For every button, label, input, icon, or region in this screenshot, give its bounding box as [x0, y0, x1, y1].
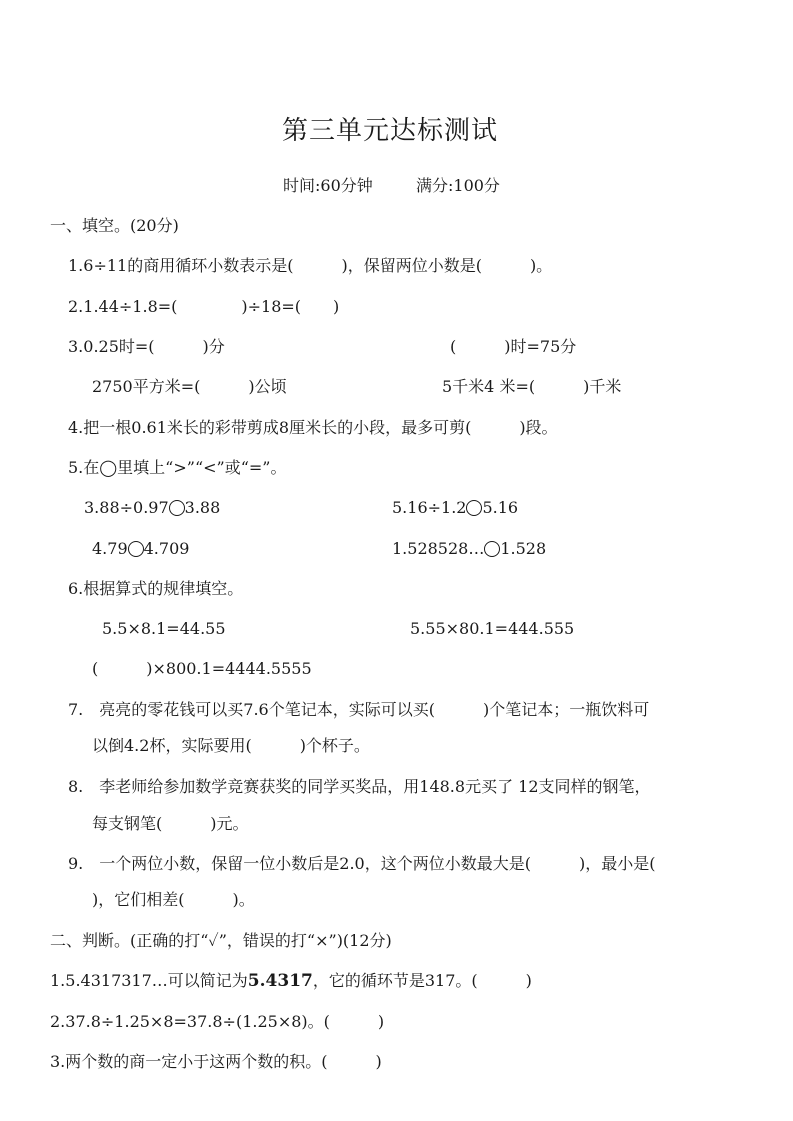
compare-a-right-expr: 3.88	[184, 498, 221, 517]
judge-3: 3.两个数的商一定小于这两个数的积。( )	[50, 1052, 382, 1071]
compare-c-left-expr: 4.79	[92, 539, 128, 558]
question-3c: 2750平方米=( )公顷	[92, 377, 287, 396]
question-7-line-1: 7. 亮亮的零花钱可以买7.6个笔记本，实际可以买( )个笔记本；一瓶饮料可	[68, 700, 650, 719]
compare-b-right-expr: 5.16	[482, 498, 519, 517]
question-4: 4.把一根0.61米长的彩带剪成8厘米长的小段，最多可剪( )段。	[68, 418, 558, 437]
compare-circle-icon	[466, 500, 482, 516]
compare-row-b-left	[92, 538, 189, 560]
compare-circle-icon	[484, 541, 500, 557]
compare-row-a-right	[392, 497, 518, 519]
question-5: 5.在◯里填上“>”“<”或“=”。	[68, 458, 287, 477]
compare-d-left-expr: 1.528528…	[392, 539, 485, 558]
question-2: 2.1.44÷1.8=( )÷18=( )	[68, 297, 340, 316]
repeating-decimal-notation: 5.4317	[247, 971, 313, 991]
question-9-line-2: )，它们相差( )。	[92, 890, 255, 909]
section-2-heading: 二、判断。(正确的打“✓”，错误的打“×”)(12分)	[50, 931, 392, 950]
question-6: 6.根据算式的规律填空。	[68, 579, 244, 598]
compare-a-left-expr: 3.88÷0.97	[84, 498, 169, 517]
compare-d-right-expr: 1.528	[500, 539, 547, 558]
question-8-line-1: 8. 李老师给参加数学竞赛获奖的同学买奖品，用148.8元买了 12支同样的钢笔，	[68, 777, 651, 796]
compare-row-b-right	[392, 538, 546, 560]
question-8-line-2: 每支钢笔( )元。	[92, 814, 249, 833]
question-9-line-1: 9. 一个两位小数，保留一位小数后是2.0，这个两位小数最大是( )，最小是(	[68, 854, 656, 873]
compare-circle-icon	[169, 500, 185, 516]
question-3b: ( )时=75分	[450, 337, 577, 356]
judge-2: 2.37.8÷1.25×8=37.8÷(1.25×8)。( )	[50, 1012, 385, 1031]
page-title: 第三单元达标测试	[282, 116, 499, 146]
question-6b: 5.55×80.1=444.555	[410, 619, 575, 638]
compare-b-left-expr: 5.16÷1.2	[392, 498, 467, 517]
judge-1-prefix: 1.5.4317317…可以简记为	[50, 971, 248, 990]
judge-1-suffix: ，它的循环节是317。( )	[312, 971, 532, 990]
full-score: 满分:100分	[416, 176, 500, 195]
compare-row-a-left	[84, 497, 220, 519]
judge-1	[50, 970, 532, 992]
question-1: 1.6÷11的商用循环小数表示是( )，保留两位小数是( )。	[68, 256, 553, 275]
compare-c-right-expr: 4.709	[143, 539, 190, 558]
question-3a: 3.0.25时=( )分	[68, 337, 225, 356]
question-3d: 5千米4 米=( )千米	[442, 377, 622, 396]
question-6c: ( )×800.1=4444.5555	[92, 659, 312, 678]
question-7-line-2: 以倒4.2杯，实际要用( )个杯子。	[92, 736, 370, 755]
question-6a: 5.5×8.1=44.55	[102, 619, 226, 638]
compare-circle-icon	[128, 541, 144, 557]
section-1-heading: 一、填空。(20分)	[50, 216, 179, 235]
time-limit: 时间:60分钟	[283, 176, 373, 195]
